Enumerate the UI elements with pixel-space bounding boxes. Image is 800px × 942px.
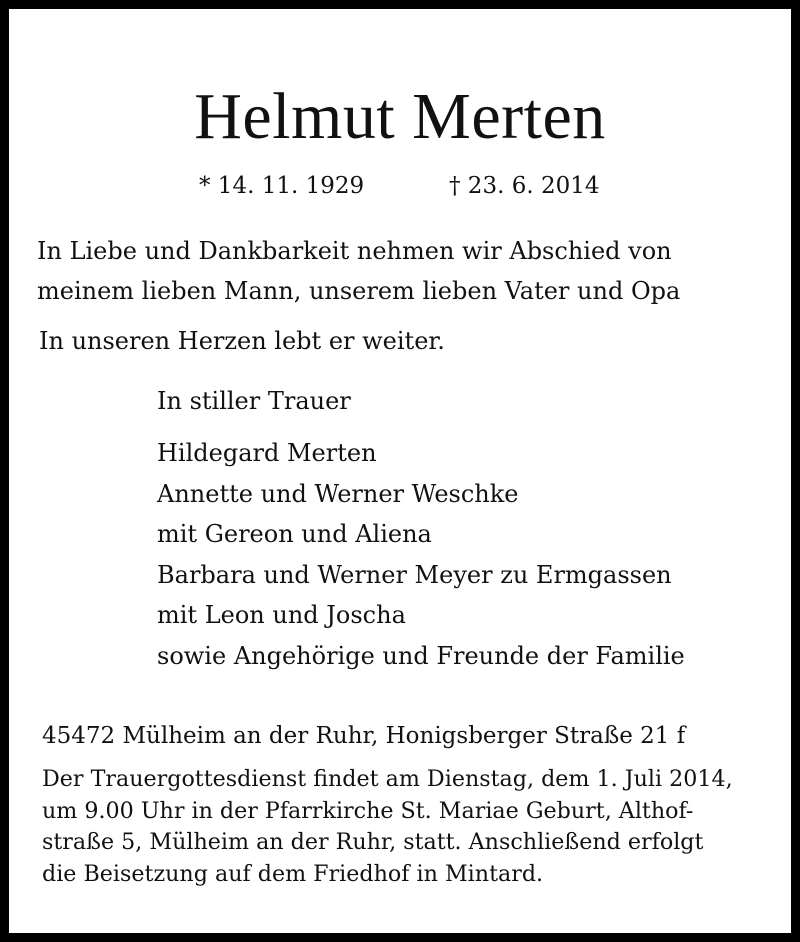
mourner-line: sowie Angehörige und Freunde der Familie [157, 641, 685, 670]
service-details [42, 764, 733, 890]
family-address: 45472 Mülheim an der Ruhr, Honigsberger Straße 21 f [42, 723, 686, 749]
mourners-list [157, 433, 685, 676]
service-line: um 9.00 Uhr in der Pfarrkirche St. Mariae Geburt, Althof- [42, 797, 694, 824]
service-line: straße 5, Mülheim an der Ruhr, statt. Anschließend erfolgt [42, 829, 704, 855]
farewell-line-1: In Liebe und Dankbarkeit nehmen wir Abschied von [37, 237, 672, 265]
remembrance-line: In unseren Herzen lebt er weiter. [39, 327, 445, 355]
deceased-name: Helmut Merten [194, 80, 606, 153]
service-line: Der Trauergottesdienst findet am Dienstag, dem 1. Juli 2014, [42, 766, 733, 792]
mourner-line: mit Leon und Joscha [157, 601, 406, 629]
mourner-line: Barbara und Werner Meyer zu Ermgassen [157, 560, 672, 589]
birth-date: * 14. 11. 1929 [199, 173, 365, 199]
mourning-heading: In stiller Trauer [157, 387, 351, 415]
mourner-line: Hildegard Merten [157, 439, 377, 467]
mourner-line: mit Gereon und Aliena [157, 520, 432, 548]
farewell-line-2: meinem lieben Mann, unserem lieben Vater und Opa [37, 277, 681, 305]
mourner-line: Annette und Werner Weschke [157, 479, 519, 508]
death-date: † 23. 6. 2014 [449, 173, 600, 199]
service-line: die Beisetzung auf dem Friedhof in Mintard. [42, 860, 544, 887]
